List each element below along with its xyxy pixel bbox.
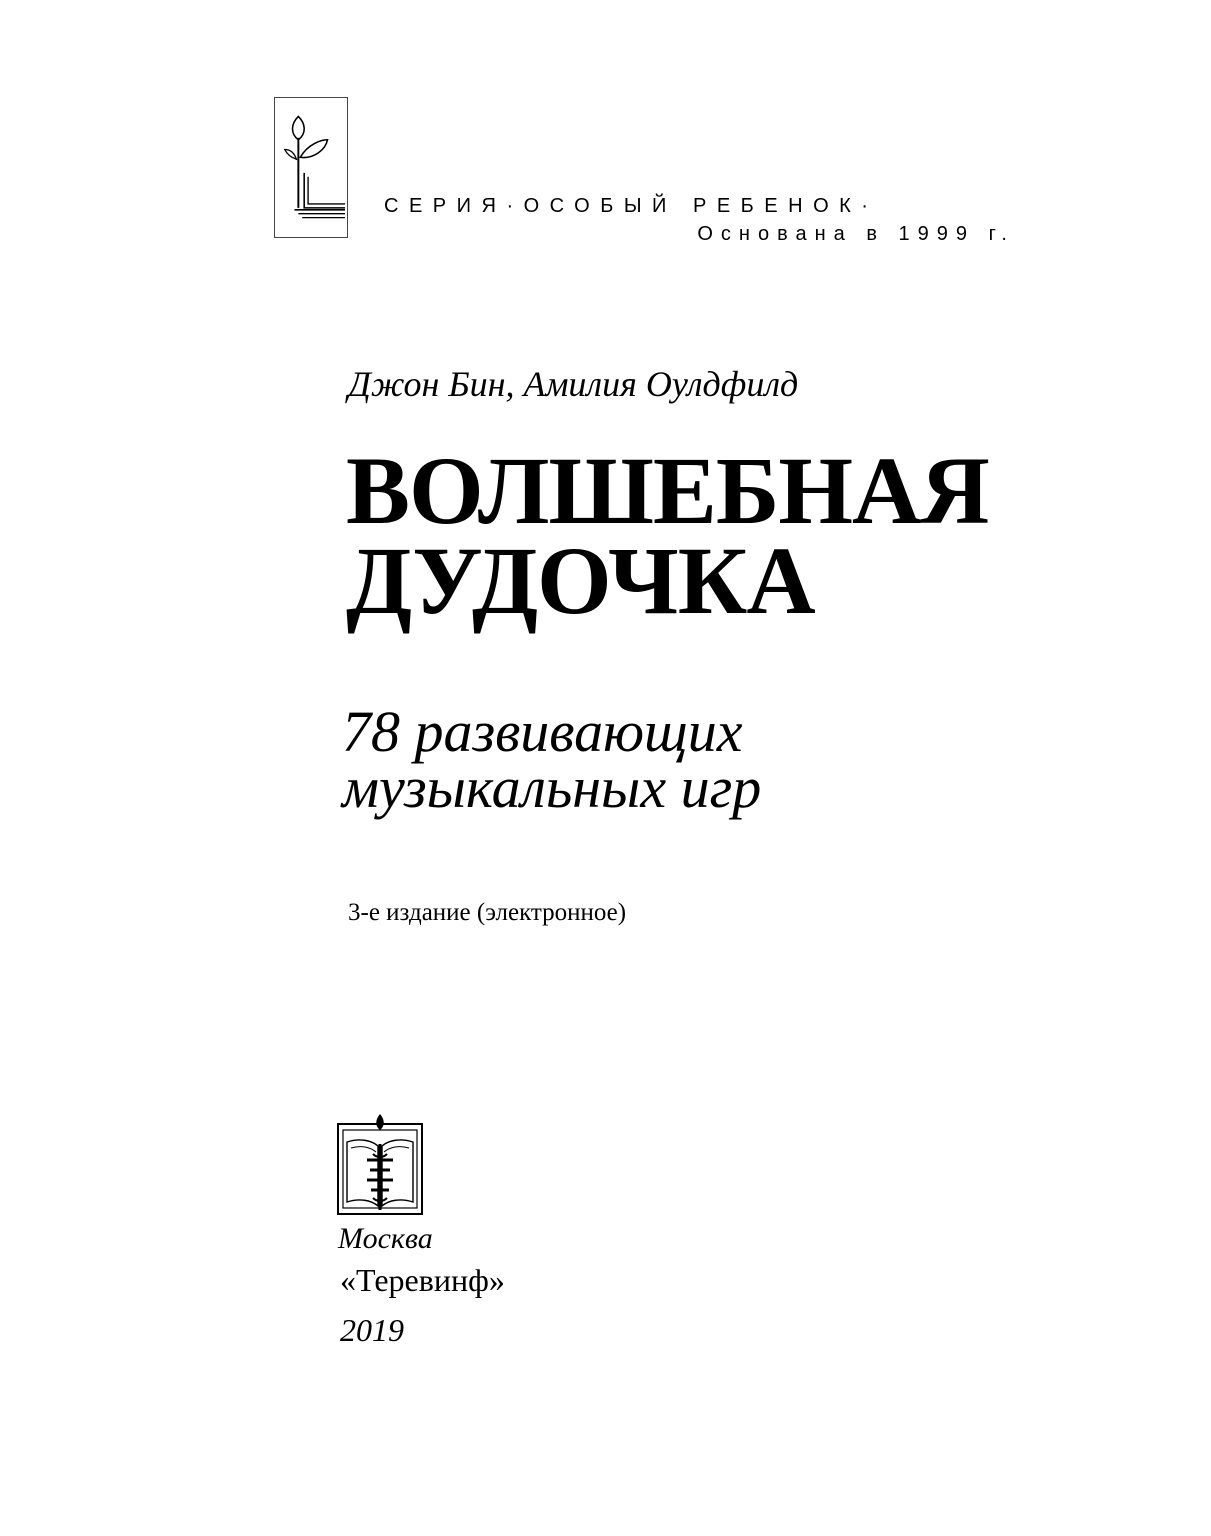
series-founded: Основана в 1999 г. (697, 223, 1015, 245)
book-subtitle-line-2: музыкальных игр (342, 755, 762, 820)
imprint-publisher: «Теревинф» (340, 1262, 505, 1298)
book-title-line-2: ДУДОЧКА (346, 527, 815, 634)
sprout-series-logo-icon (275, 98, 347, 237)
series-name: СЕРИЯ·ОСОБЫЙ РЕБЕНОК· (384, 195, 879, 217)
book-subtitle-line-1: 78 развивающих (342, 699, 743, 764)
book-subtitle (342, 699, 762, 820)
imprint-city: Москва (338, 1222, 433, 1255)
book-authors: Джон Бин, Амилия Оулдфилд (348, 364, 799, 404)
book-title (346, 437, 989, 634)
series-logo-icon (274, 97, 348, 238)
book-edition: 3-е издание (электронное) (348, 899, 627, 926)
publisher-logo-icon (337, 1114, 423, 1216)
imprint-year: 2019 (340, 1312, 404, 1348)
book-title-line-1: ВОЛШЕБНАЯ (346, 437, 989, 544)
publisher-book-logo-icon (337, 1114, 423, 1216)
